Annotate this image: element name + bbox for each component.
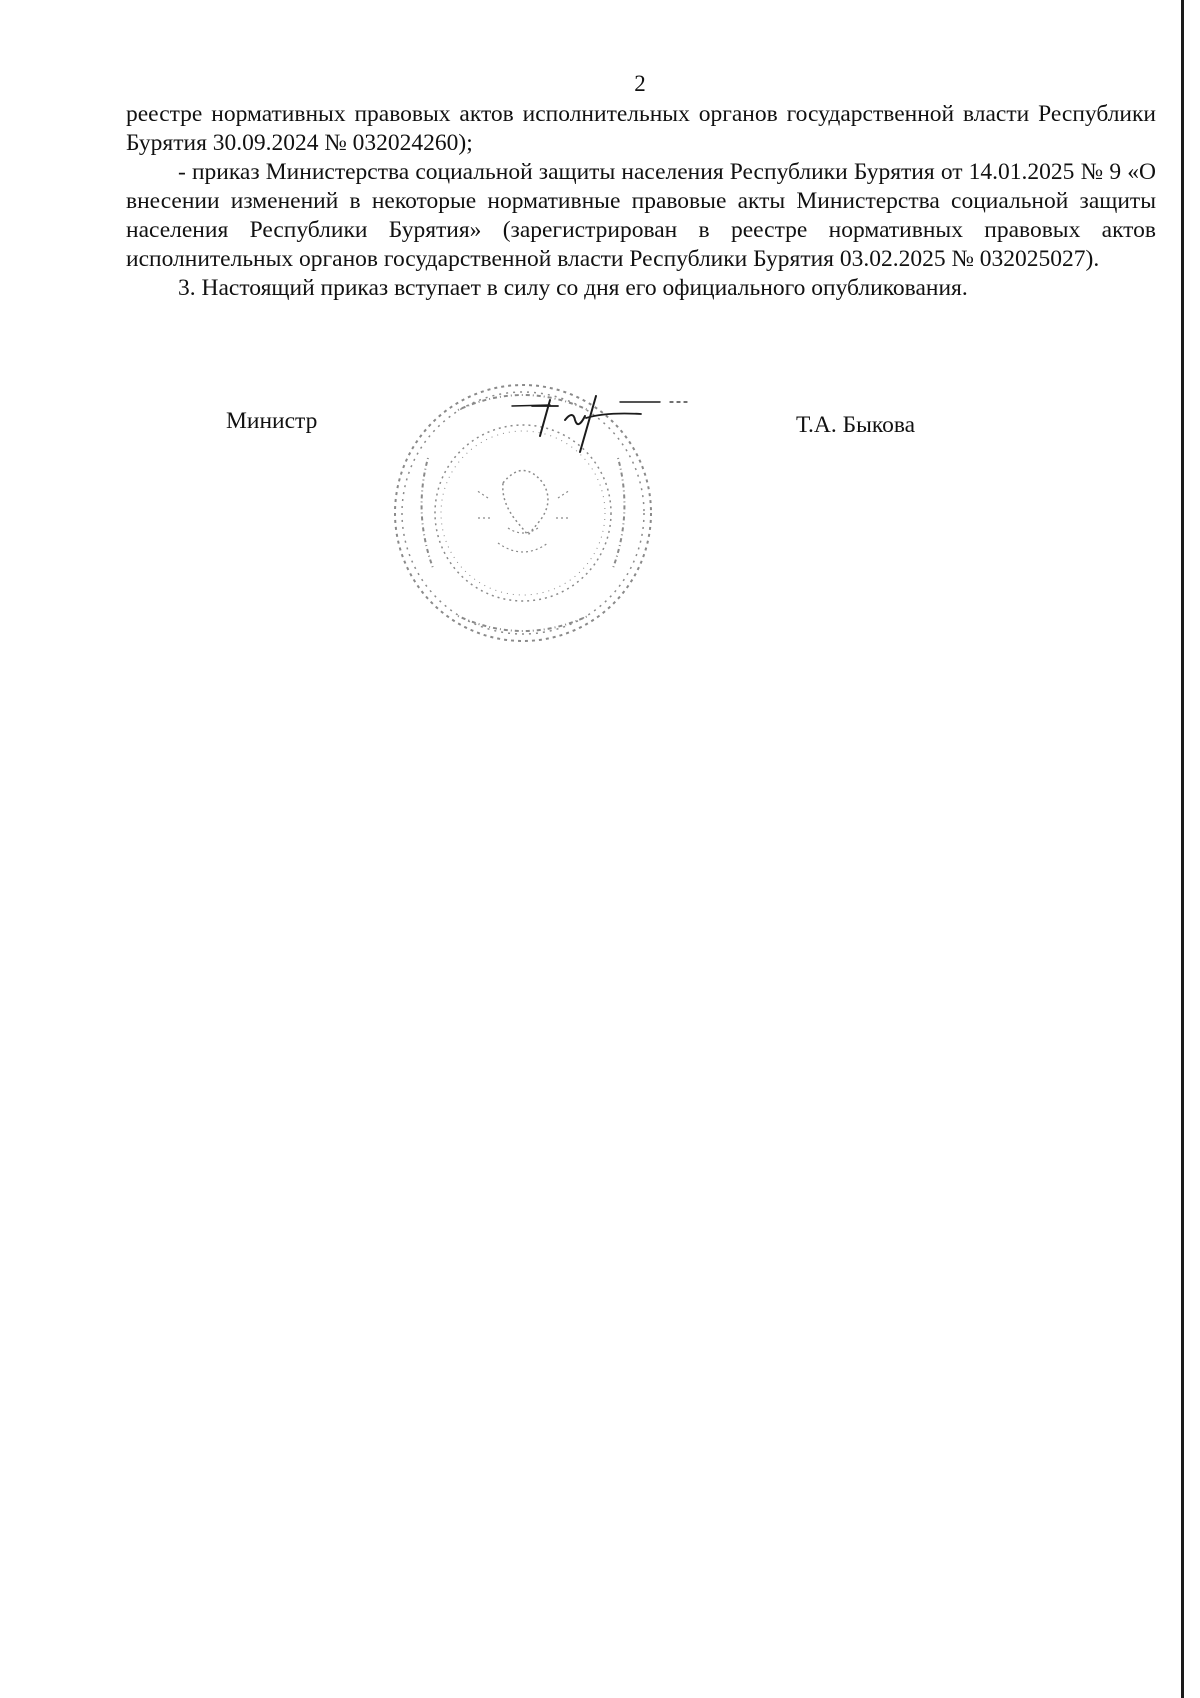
handwritten-signature-icon bbox=[510, 392, 700, 462]
page-right-edge bbox=[1181, 0, 1184, 1698]
body-paragraph-2: - приказ Министерства социальной защиты населения Республики Бурятия от 14.01.2025 № 9 «О внесении изменений в некоторые нормативные правовые акты Министерства социальной защиты населения Республики Бурятия» (зарегистрирован в реестре нормативных правовых актов исполнительных органов государственной власти Республики Бурятия 03.02.2025 № 032025027). bbox=[126, 159, 1156, 272]
signer-name: Т.А. Быкова bbox=[796, 412, 916, 438]
body-paragraph-1: реестре нормативных правовых актов исполнительных органов государственной власти Республики Бурятия 30.09.2024 № 032024260); bbox=[126, 101, 1156, 156]
document-body bbox=[126, 100, 1156, 303]
page-number: 2 bbox=[634, 71, 646, 96]
body-paragraph-3: 3. Настоящий приказ вступает в силу со дня его официального опубликования. bbox=[178, 275, 968, 301]
signer-position: Министр bbox=[226, 408, 318, 434]
